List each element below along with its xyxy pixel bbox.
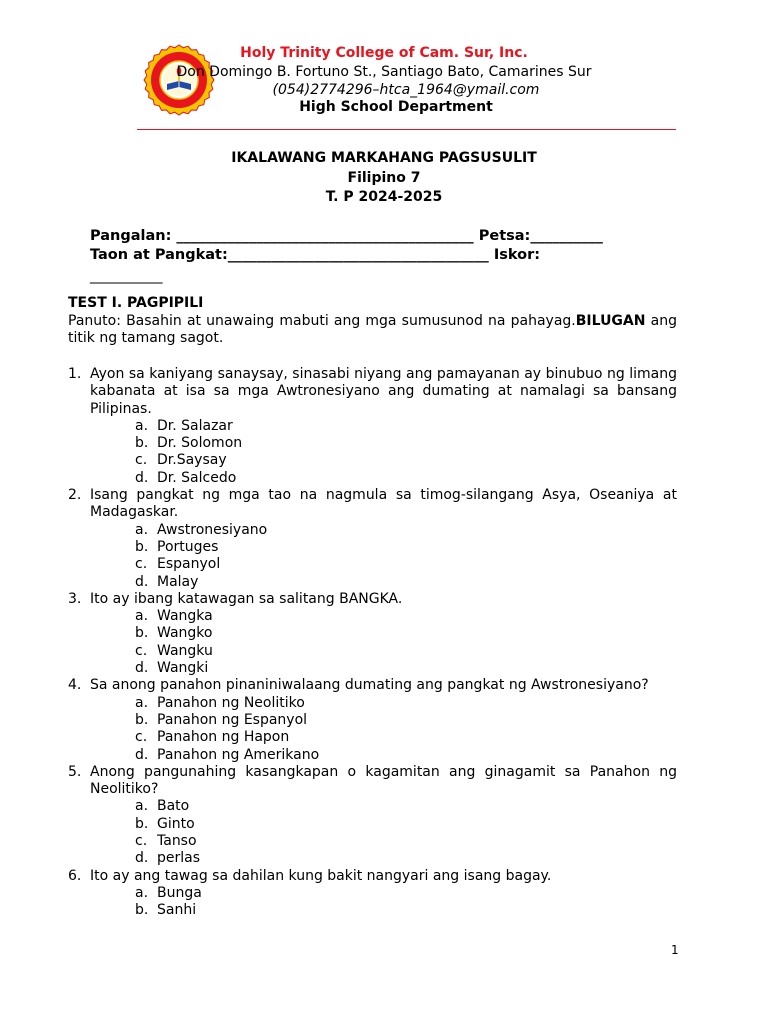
option-letter: b.	[135, 711, 149, 728]
name-date-field-line: Pangalan: _________________________________________ Petsa:__________	[90, 228, 603, 244]
question-number: 6.	[68, 867, 82, 884]
option-list	[90, 608, 677, 677]
option-text: Wangki	[157, 660, 209, 677]
option-letter: a.	[135, 884, 149, 901]
option-text: Tanso	[157, 833, 197, 850]
option-text: Wangku	[157, 642, 213, 659]
answer-option	[135, 556, 677, 573]
option-text: Dr. Solomon	[157, 435, 243, 452]
option-list	[90, 798, 677, 867]
option-text: Sanhi	[157, 902, 197, 919]
question-text: Anong pangunahing kasangkapan o kagamitan ang ginagamit sa Panahon ng Neolitiko?	[90, 763, 677, 798]
answer-option	[135, 816, 677, 833]
option-text: Awstronesiyano	[157, 521, 268, 538]
answer-option	[135, 452, 677, 469]
option-text: Panahon ng Espanyol	[157, 711, 308, 728]
answer-option	[135, 470, 677, 487]
question-number: 4.	[68, 677, 82, 694]
header-divider	[137, 129, 676, 130]
question-number: 3.	[68, 590, 82, 607]
score-blank-line: __________	[90, 268, 163, 284]
answer-option	[135, 539, 677, 556]
option-text: Malay	[157, 573, 199, 590]
question-text: Ayon sa kaniyang sanaysay, sinasabi niyang ang pamayanan ay binubuo ng limang kabanata at isa sa mga Awtronesiyano ang dumating at namalagi sa bansang Pilipinas.	[90, 366, 677, 417]
option-list	[90, 695, 677, 764]
answer-option	[135, 418, 677, 435]
answer-option	[135, 712, 677, 729]
question-text: Sa anong panahon pinaniniwalaang dumating ang pangkat ng Awstronesiyano?	[90, 677, 649, 694]
option-letter: b.	[135, 435, 149, 452]
answer-option	[135, 608, 677, 625]
question-item	[68, 487, 677, 591]
question-number: 2.	[68, 487, 82, 504]
option-letter: b.	[135, 538, 149, 555]
option-text: Panahon ng Hapon	[157, 729, 290, 746]
answer-option	[135, 660, 677, 677]
option-letter: a.	[135, 608, 149, 625]
option-text: Ginto	[157, 815, 195, 832]
option-text: Dr.Saysay	[157, 452, 227, 469]
question-item	[68, 591, 677, 677]
option-text: Wangka	[157, 608, 213, 625]
exam-school-year: T. P 2024-2025	[325, 189, 443, 205]
option-text: Portuges	[157, 538, 219, 555]
question-item	[68, 677, 677, 763]
option-text: Bato	[157, 798, 190, 815]
option-list	[90, 418, 677, 487]
option-text: Dr. Salcedo	[157, 469, 237, 486]
option-letter: b.	[135, 815, 149, 832]
question-text: Ito ay ibang katawagan sa salitang BANGKA.	[90, 590, 403, 607]
answer-option	[135, 695, 677, 712]
option-letter: b.	[135, 902, 149, 919]
answer-option	[135, 850, 677, 867]
question-number: 1.	[68, 366, 82, 382]
grade-score-field-line: Taon at Pangkat:____________________________________ Iskor:	[90, 247, 541, 263]
answer-option	[135, 747, 677, 764]
question-item	[68, 868, 677, 920]
option-letter: a.	[135, 417, 149, 434]
option-text: Panahon ng Amerikano	[157, 746, 320, 763]
option-text: Bunga	[157, 884, 202, 901]
answer-option	[135, 435, 677, 452]
option-text: Dr. Salazar	[157, 417, 233, 434]
option-text: Panahon ng Neolitiko	[157, 694, 305, 711]
test-title: TEST I. PAGPIPILI	[68, 295, 204, 311]
option-text: Wangko	[157, 625, 213, 642]
page-number: 1	[671, 943, 679, 957]
exam-title: IKALAWANG MARKAHANG PAGSUSULIT	[231, 150, 537, 166]
answer-option	[135, 729, 677, 746]
option-letter: d.	[135, 850, 149, 867]
answer-option	[135, 902, 677, 919]
option-letter: c.	[135, 642, 148, 659]
option-list	[90, 885, 677, 920]
question-item	[68, 764, 677, 868]
option-letter: d.	[135, 573, 149, 590]
option-letter: c.	[135, 452, 148, 469]
question-number: 5.	[68, 763, 82, 780]
option-letter: c.	[135, 729, 148, 746]
answer-option	[135, 643, 677, 660]
department-name: High School Department	[299, 99, 493, 115]
instructions: Panuto: Basahin at unawaing mabuti ang mga sumusunod na pahayag.BILUGAN ang titik ng tamang sagot.	[68, 313, 677, 347]
answer-option	[135, 798, 677, 815]
option-letter: a.	[135, 694, 149, 711]
answer-option	[135, 833, 677, 850]
question-text: Isang pangkat ng mga tao na nagmula sa timog-silangang Asya, Oseaniya at Madagaskar.	[90, 487, 677, 521]
option-letter: c.	[135, 833, 148, 850]
option-letter: a.	[135, 798, 149, 815]
question-text: Ito ay ang tawag sa dahilan kung bakit nangyari ang isang bagay.	[90, 867, 552, 884]
option-list	[90, 522, 677, 591]
answer-option	[135, 885, 677, 902]
school-name: Holy Trinity College of Cam. Sur, Inc.	[240, 45, 528, 61]
school-address: Don Domingo B. Fortuno St., Santiago Bato, Camarines Sur	[176, 64, 592, 80]
question-list	[68, 366, 677, 920]
exam-subject: Filipino 7	[347, 170, 421, 186]
option-letter: b.	[135, 625, 149, 642]
option-text: Espanyol	[157, 556, 221, 573]
option-letter: a.	[135, 521, 149, 538]
answer-option	[135, 522, 677, 539]
school-contact: (054)2774296–htca_1964@ymail.com	[272, 82, 540, 98]
answer-option	[135, 574, 677, 591]
option-letter: c.	[135, 556, 148, 573]
option-text: perlas	[157, 850, 201, 867]
option-letter: d.	[135, 469, 149, 486]
option-letter: d.	[135, 660, 149, 677]
option-letter: d.	[135, 746, 149, 763]
answer-option	[135, 625, 677, 642]
question-item	[68, 366, 677, 487]
